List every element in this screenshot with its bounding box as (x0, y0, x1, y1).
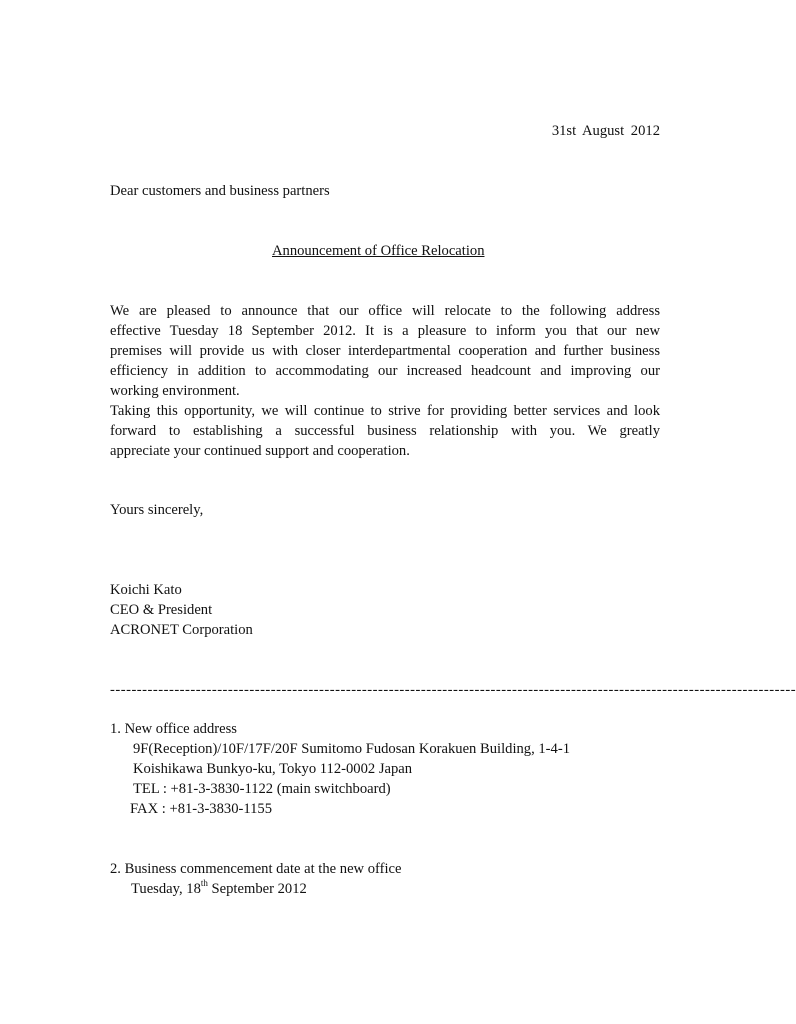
commencement-date-prefix: Tuesday, 18 (131, 881, 201, 897)
commencement-date-suffix: September 2012 (207, 881, 307, 897)
section2-heading: 2. Business commencement date at the new office (110, 861, 402, 877)
signer-company: ACRONET Corporation (110, 622, 253, 638)
tel-line: TEL : +81-3-3830-1122 (main switchboard) (133, 781, 391, 797)
body-line: working environment. (110, 383, 240, 399)
body-line: appreciate your continued support and cooperation. (110, 443, 410, 459)
salutation: Dear customers and business partners (110, 183, 330, 199)
commencement-date-ordinal: th (200, 878, 208, 889)
announcement-title: Announcement of Office Relocation (272, 243, 485, 259)
closing: Yours sincerely, (110, 502, 204, 518)
signer-position: CEO & President (110, 602, 213, 618)
letter-date: 31st August 2012 (551, 123, 660, 139)
body-line: forward to establishing a successful business relationship with you. We greatly (110, 423, 660, 439)
commencement-date (110, 879, 402, 899)
signature-block (110, 580, 253, 640)
body-line: premises will provide us with closer interdepartmental cooperation and further business (110, 343, 660, 359)
commencement-date-section (110, 859, 402, 899)
body-line: We are pleased to announce that our office will relocate to the following address (110, 303, 660, 319)
address-line-1: 9F(Reception)/10F/17F/20F Sumitomo Fudosan Korakuen Building, 1-4-1 (133, 741, 571, 757)
body-line: effective Tuesday 18 September 2012. It is a pleasure to inform you that our new (110, 323, 660, 339)
body-line: Taking this opportunity, we will continue to strive for providing better services and look (110, 403, 660, 419)
signer-name: Koichi Kato (110, 582, 182, 598)
section1-heading: 1. New office address (110, 721, 237, 737)
new-office-address-section (110, 719, 570, 819)
dashed-divider: -------------------------------------------------------------------------------------------------------------------------------- (110, 682, 796, 698)
address-line-2: Koishikawa Bunkyo-ku, Tokyo 112-0002 Japan (133, 761, 413, 777)
body-line: efficiency in addition to accommodating our increased headcount and improving our (110, 363, 660, 379)
letter-body (110, 301, 660, 461)
fax-line: FAX : +81-3-3830-1155 (130, 801, 272, 817)
